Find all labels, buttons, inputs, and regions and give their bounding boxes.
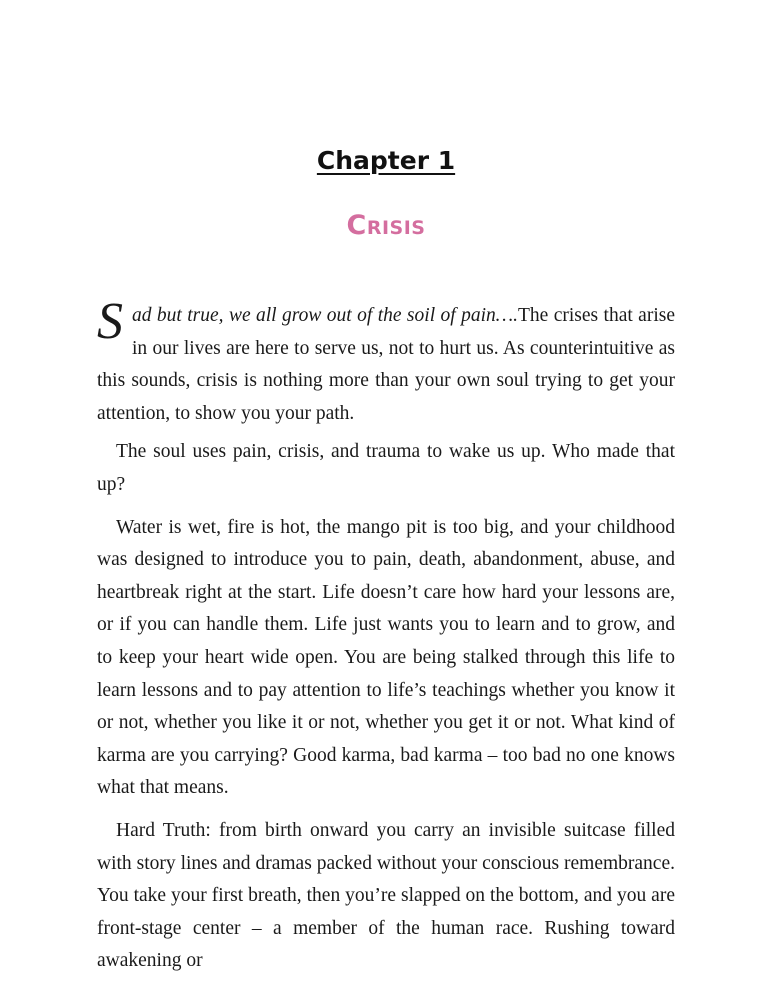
chapter-body xyxy=(97,293,675,986)
body-paragraph: The soul uses pain, crisis, and trauma to wake us up. Who made that up? xyxy=(97,441,675,495)
opening-paragraph-text: The crises that arise in our lives are here to serve us, not to hurt us. As counterintuitive as this sounds, crisis is nothing more than your own soul trying to get your attention, to show you your path. xyxy=(97,305,675,424)
opening-paragraph xyxy=(97,293,675,430)
body-paragraph: Hard Truth: from birth onward you carry an invisible suitcase filled with story lines and dramas packed without your conscious remembrance. You take your first breath, then you’re slapped on the bottom, and you are front-stage center – a member of the human race. Rushing toward awakening or xyxy=(97,819,675,972)
opening-italic-lead: ad but true, we all grow out of the soil of pain…. xyxy=(132,305,518,326)
drop-cap: S xyxy=(97,293,123,350)
chapter-number-heading: Chapter 1 xyxy=(316,146,456,175)
book-page xyxy=(97,0,675,1000)
chapter-title: Crisis xyxy=(346,210,426,241)
body-paragraph: Water is wet, fire is hot, the mango pit is too big, and your childhood was designed to introduce you to pain, death, abandonment, abuse, and heartbreak right at the start. Life doesn’t care how hard your lessons are, or if you can handle them. Life just wants you to learn and to grow, and to keep your heart wide open. You are being stalked through this life to learn lessons and to pay attention to life’s teachings whether you know it or not, whether you like it or not, whether you get it or not. What kind of karma are you carrying? Good karma, bad karma – too bad no one knows what that means. xyxy=(97,516,675,799)
